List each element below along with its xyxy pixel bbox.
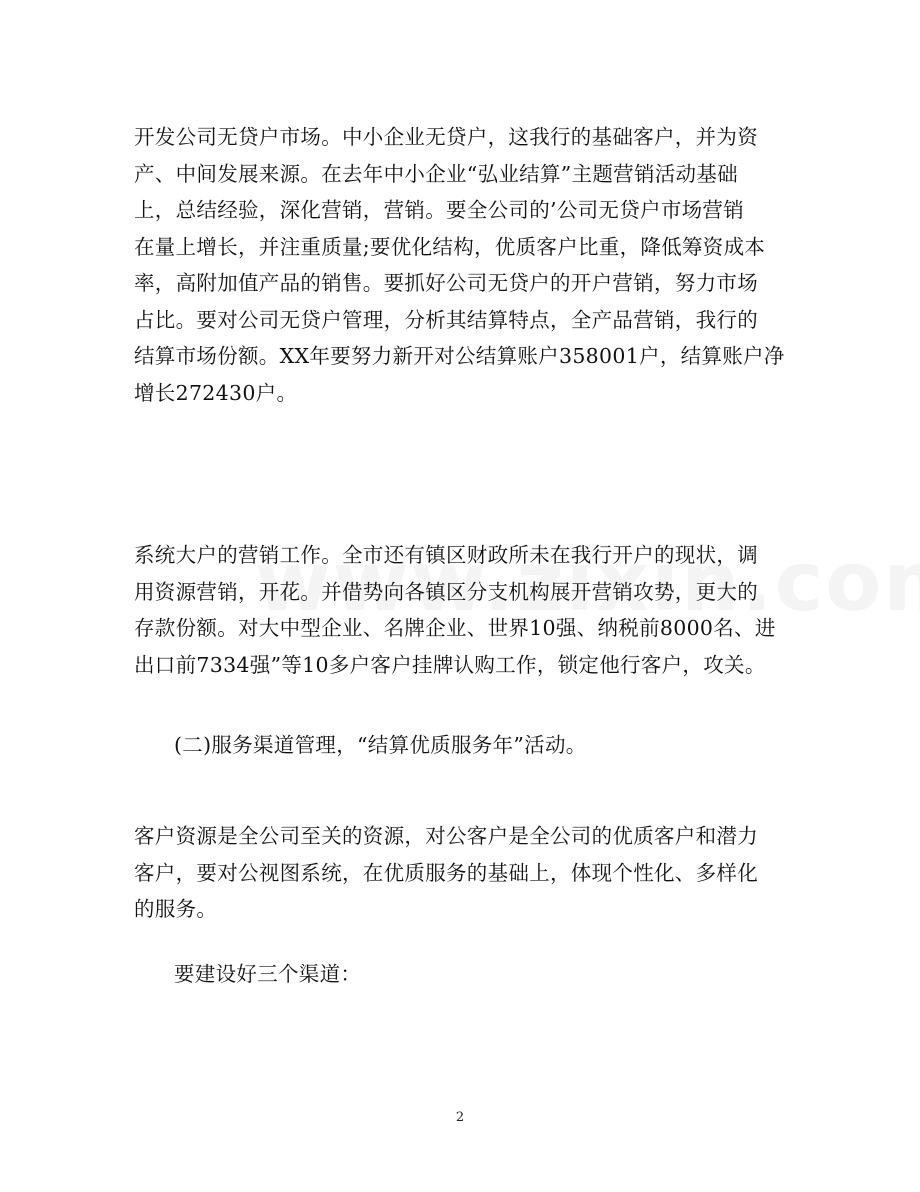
- text-line: 用资源营销，开花。并借势向各镇区分支机构展开营销攻势，更大的: [134, 579, 758, 604]
- text-line: 在量上增长，并注重质量;要优化结构，优质客户比重，降低筹资成本: [134, 234, 766, 259]
- text-line: 的服务。: [134, 897, 218, 921]
- paragraph-three-channels: [174, 956, 814, 993]
- page-number: 2: [455, 1110, 465, 1125]
- paragraph-client-resources: [134, 818, 774, 928]
- text-line: 增长272430户。: [134, 380, 298, 405]
- text-line: 客户资源是全公司至关的资源，对公客户是全公司的优质客户和潜力: [134, 824, 758, 848]
- section-heading-service-channels: [174, 727, 814, 764]
- text-line: (二)服务渠道管理，“结算优质服务年”活动。: [174, 733, 587, 757]
- text-line: 出口前7334强”等10多户客户挂牌认购工作，锁定他行客户，攻关。: [134, 652, 766, 677]
- paragraph-corporate-accounts: [134, 119, 785, 411]
- text-line: 系统大户的营销工作。全市还有镇区财政所未在我行开户的现状，调: [134, 543, 758, 567]
- text-line: 要建设好三个渠道：: [174, 962, 362, 986]
- text-line: 率，高附加值产品的销售。要抓好公司无贷户的开户营销，努力市场: [134, 271, 758, 295]
- text-line: 客户，要对公视图系统，在优质服务的基础上，体现个性化、多样化: [134, 860, 758, 885]
- text-line: 开发公司无贷户市场。中小企业无贷户，这我行的基础客户，并为资: [134, 125, 758, 149]
- text-line: 产、中间发展来源。在去年中小企业“弘业结算”主题营销活动基础: [134, 161, 738, 186]
- text-line: 存款份额。对大中型企业、名牌企业、世界10强、纳税前8000名、进: [134, 616, 776, 640]
- text-line: 上，总结经验，深化营销，营销。要全公司的’公司无贷户市场营销: [134, 198, 745, 222]
- text-line: 结算市场份额。XX年要努力新开对公结算账户358001户，结算账户净: [134, 344, 785, 368]
- text-line: 占比。要对公司无贷户管理，分析其结算特点，全产品营销，我行的: [134, 307, 758, 332]
- paragraph-major-clients: [134, 537, 774, 683]
